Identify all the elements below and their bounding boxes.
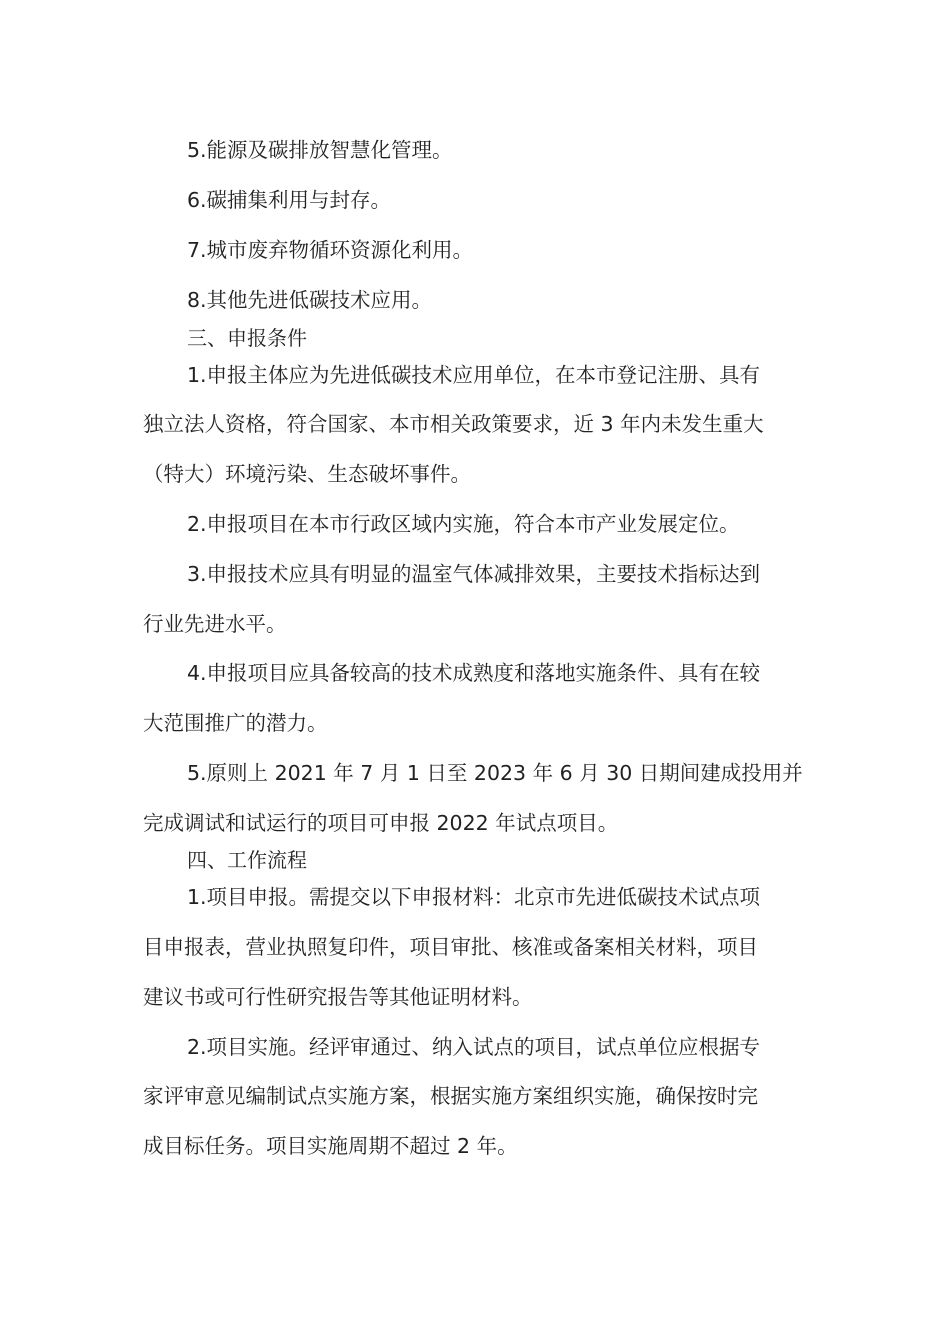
- list-item-6-carbon-capture: 6.碳捕集利用与封存。: [187, 188, 392, 212]
- condition-1-line-3: （特大）环境污染、生态破坏事件。: [143, 462, 471, 486]
- list-item-5-energy-management: 5.能源及碳排放智慧化管理。: [187, 138, 453, 162]
- condition-3-line-2: 行业先进水平。: [143, 612, 287, 636]
- workflow-1-line-2: 目申报表，营业执照复印件，项目审批、核准或备案相关材料，项目: [143, 935, 758, 959]
- workflow-2-line-3: 成目标任务。项目实施周期不超过 2 年。: [143, 1134, 518, 1158]
- workflow-1-line-3: 建议书或可行性研究报告等其他证明材料。: [143, 985, 533, 1009]
- condition-4-line-2: 大范围推广的潜力。: [143, 711, 328, 735]
- section-heading-workflow: 四、工作流程: [187, 848, 307, 872]
- condition-1-line-2: 独立法人资格，符合国家、本市相关政策要求，近 3 年内未发生重大: [143, 412, 764, 436]
- condition-4-line-1: 4.申报项目应具备较高的技术成熟度和落地实施条件、具有在较: [187, 661, 761, 685]
- list-item-8-other-tech: 8.其他先进低碳技术应用。: [187, 288, 433, 312]
- condition-1-line-1: 1.申报主体应为先进低碳技术应用单位，在本市登记注册、具有: [187, 363, 761, 387]
- condition-2: 2.申报项目在本市行政区域内实施，符合本市产业发展定位。: [187, 512, 740, 536]
- condition-5-line-1: 5.原则上 2021 年 7 月 1 日至 2023 年 6 月 30 日期间建成投用并: [187, 761, 803, 785]
- workflow-1-line-1: 1.项目申报。需提交以下申报材料：北京市先进低碳技术试点项: [187, 885, 761, 909]
- workflow-2-line-1: 2.项目实施。经评审通过、纳入试点的项目，试点单位应根据专: [187, 1035, 761, 1059]
- condition-3-line-1: 3.申报技术应具有明显的温室气体减排效果，主要技术指标达到: [187, 562, 761, 586]
- workflow-2-line-2: 家评审意见编制试点实施方案，根据实施方案组织实施，确保按时完: [143, 1084, 758, 1108]
- condition-5-line-2: 完成调试和试运行的项目可申报 2022 年试点项目。: [143, 811, 619, 835]
- section-heading-application-conditions: 三、申报条件: [187, 326, 307, 350]
- list-item-7-waste-recycling: 7.城市废弃物循环资源化利用。: [187, 238, 474, 262]
